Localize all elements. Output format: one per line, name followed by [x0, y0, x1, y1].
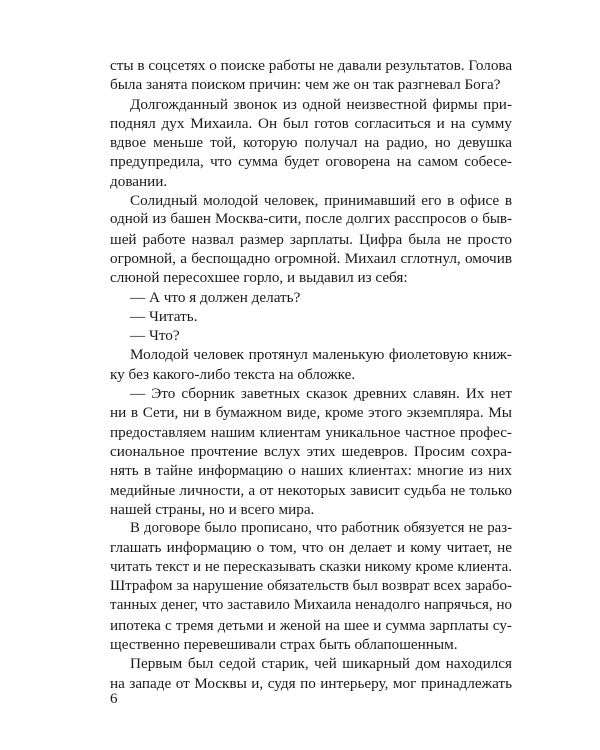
- text-line: ни в Сети, ни в бумажном виде, кроме этого экземпляра. Мы: [110, 404, 512, 422]
- text-line: — А что я должен делать?: [130, 288, 301, 306]
- text-line: Солидный молодой человек, принимавший его в офисе в: [130, 192, 512, 210]
- text-line: Молодой человек протянул маленькую фиолетовую книж-: [130, 346, 512, 364]
- text-line: шей работе назвал размер зарплаты. Цифра была не просто: [110, 230, 512, 248]
- text-line: огромной, а беспощадно огромной. Михаил сглотнул, омочив: [110, 249, 512, 267]
- text-line: ипотека с тремя детьми и женой на шее и сумма зарплаты су-: [110, 616, 512, 634]
- text-line: одной из башен Москва-сити, после долгих расспросов о быв-: [110, 211, 512, 228]
- text-line: щественно перевешивали страх быть облапошенным.: [110, 635, 458, 653]
- text-line: медийные личности, а от некоторых зависит судьба не только: [110, 481, 512, 499]
- text-line: танных денег, что заставило Михаила ненадолго напрячься, но: [110, 597, 512, 614]
- text-line: — Это сборник заветных сказок древних славян. Их нет: [130, 385, 512, 403]
- page-number: 6: [110, 691, 118, 707]
- text-line: слюной пересохшее горло, и выдавил из себя:: [110, 269, 408, 287]
- text-line: поднял дух Михаила. Он был готов согласиться и на сумму: [110, 114, 512, 132]
- text-line: Первым был седой старик, чей шикарный дом находился: [130, 655, 512, 673]
- text-line: предоставляем нашим клиентам уникальное частное профес-: [110, 423, 512, 441]
- text-line: Штрафом за нарушение обязательств был возврат всех зарабо-: [110, 578, 512, 595]
- text-line: сиональное прочтение вслух этих шедевров. Просим сохра-: [110, 442, 512, 460]
- text-line: читать текст и не пересказывать сказки никому кроме клиента.: [110, 558, 512, 575]
- text-line: на западе от Москвы и, судя по интерьеру, мог принадлежать: [110, 674, 512, 692]
- text-line: нять в тайне информацию о наших клиентах: многие из них: [110, 462, 512, 480]
- text-line: довании.: [110, 172, 168, 190]
- page-text-block: [110, 56, 512, 693]
- text-line: глашать информацию о том, что он делает и кому читает, не: [110, 539, 512, 557]
- text-line: Долгожданный звонок из одной неизвестной фирмы при-: [130, 95, 512, 113]
- text-line: — Что?: [130, 327, 180, 345]
- text-line: вдвое меньше той, которую получал на радио, но девушка: [110, 134, 512, 152]
- text-line: сты в соцсетях о поиске работы не давали результатов. Голова: [110, 57, 513, 74]
- text-line: предупредила, что сумма будет оговорена на самом собесе-: [110, 153, 512, 171]
- text-line: была занята поиском причин: чем же он так разгневал Бога?: [110, 76, 501, 94]
- text-line: нашей страны, но и всего мира.: [110, 500, 315, 518]
- text-line: ку без какого-либо текста на обложке.: [110, 365, 356, 383]
- text-line: — Читать.: [130, 307, 198, 325]
- text-line: В договоре было прописано, что работник обязуется не раз-: [130, 520, 512, 537]
